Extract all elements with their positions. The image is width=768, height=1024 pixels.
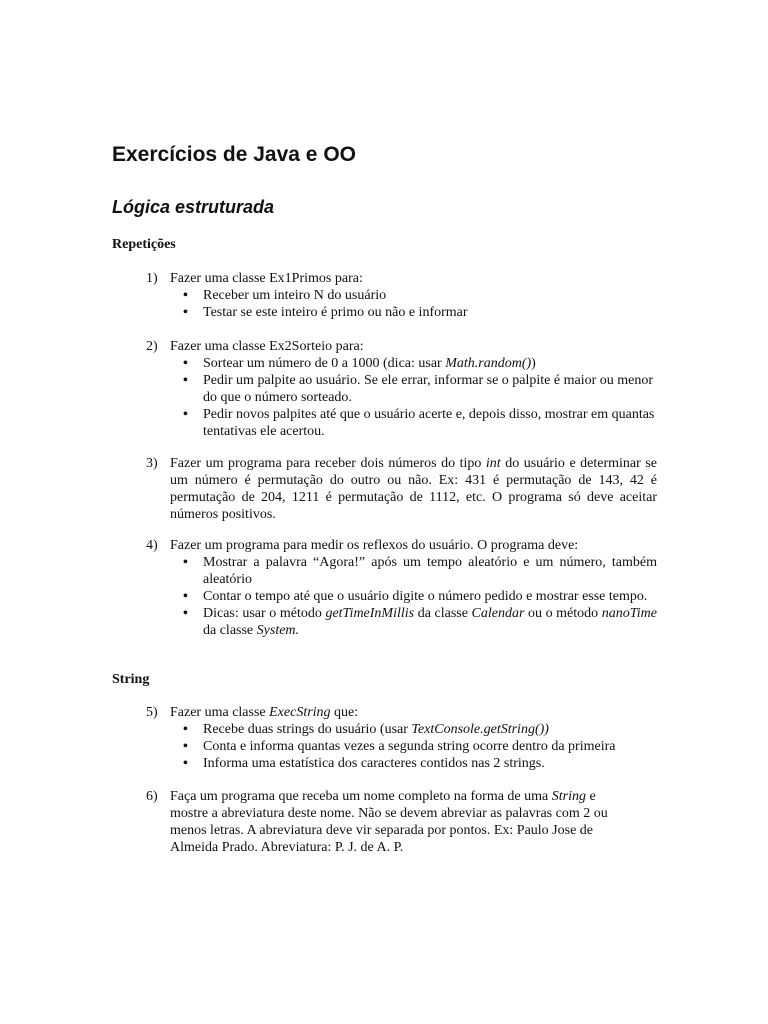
bullet-list [170,355,657,440]
list-item: • Sortear um número de 0 a 1000 (dica: usar Math.random()) [183,356,536,371]
bullet-icon: • [183,555,188,570]
bullet-list [170,554,657,639]
bullet-icon: • [183,288,188,303]
exercise-number: 6) [146,789,158,804]
section-heading-string: String [112,672,150,687]
exercise-intro: Fazer uma classe Ex1Primos para: [170,271,363,286]
bullet-list [170,721,657,772]
exercise-text: Faça um programa que receba um nome completo na forma de uma String e mostre a abreviatura deste nome. Não se devem abreviar as palavras com 2 ou menos letras. A abreviatura deve vir separada por pontos. Ex: Paulo Jose de Almeida Prado. Abreviatura: P. J. de A. P. [170,789,608,855]
exercise-number: 5) [146,705,158,720]
list-item: • Pedir um palpite ao usuário. Se ele errar, informar se o palpite é maior ou menor do que o número sorteado. [183,373,654,405]
list-item: • Testar se este inteiro é primo ou não e informar [183,305,468,320]
exercise-number: 2) [146,339,158,354]
exercise-5 [146,704,657,772]
bullet-icon: • [183,756,188,771]
exercise-6 [146,788,626,856]
list-item: • Conta e informa quantas vezes a segunda string ocorre dentro da primeira [183,739,616,754]
exercise-intro: Fazer uma classe Ex2Sorteio para: [170,339,364,354]
section-heading-repeticoes: Repetições [112,237,176,252]
bullet-icon: • [183,356,188,371]
section-subtitle: Lógica estruturada [112,197,275,217]
list-item: • Recebe duas strings do usuário (usar TextConsole.getString()) [183,722,549,737]
exercise-intro: Fazer uma classe ExecString que: [170,705,359,720]
exercise-intro: Fazer um programa para medir os reflexos do usuário. O programa deve: [170,538,579,553]
exercise-2 [146,338,657,440]
bullet-icon: • [183,305,188,320]
list-item: • Contar o tempo até que o usuário digite o número pedido e mostrar esse tempo. [183,589,648,604]
list-item: • Dicas: usar o método getTimeInMillis da classe Calendar ou o método nanoTime da classe System. [183,606,657,638]
page-title: Exercícios de Java e OO [112,143,356,166]
bullet-icon: • [183,722,188,737]
list-item: • Informa uma estatística dos caracteres contidos nas 2 strings. [183,756,545,771]
bullet-list [170,287,657,321]
exercise-number: 4) [146,538,158,553]
list-item: • Mostrar a palavra “Agora!” após um tempo aleatório e um número, também aleatório [183,555,657,587]
bullet-icon: • [183,739,188,754]
exercise-number: 3) [146,456,158,471]
list-item: • Pedir novos palpites até que o usuário acerte e, depois disso, mostrar em quantas tentativas ele acertou. [183,407,655,439]
exercise-3 [146,455,657,523]
exercise-1 [146,270,657,321]
exercise-number: 1) [146,271,158,286]
bullet-icon: • [183,589,188,604]
bullet-icon: • [183,606,188,621]
exercise-4 [146,537,657,639]
bullet-icon: • [183,373,188,388]
list-item: • Receber um inteiro N do usuário [183,288,387,303]
bullet-icon: • [183,407,188,422]
exercise-text: Fazer um programa para receber dois números do tipo int do usuário e determinar se um número é permutação do outro ou não. Ex: 431 é permutação de 143, 42 é permutação de 204, 1211 é permutação de 1112, etc. O programa só deve aceitar números positivos. [170,456,657,522]
